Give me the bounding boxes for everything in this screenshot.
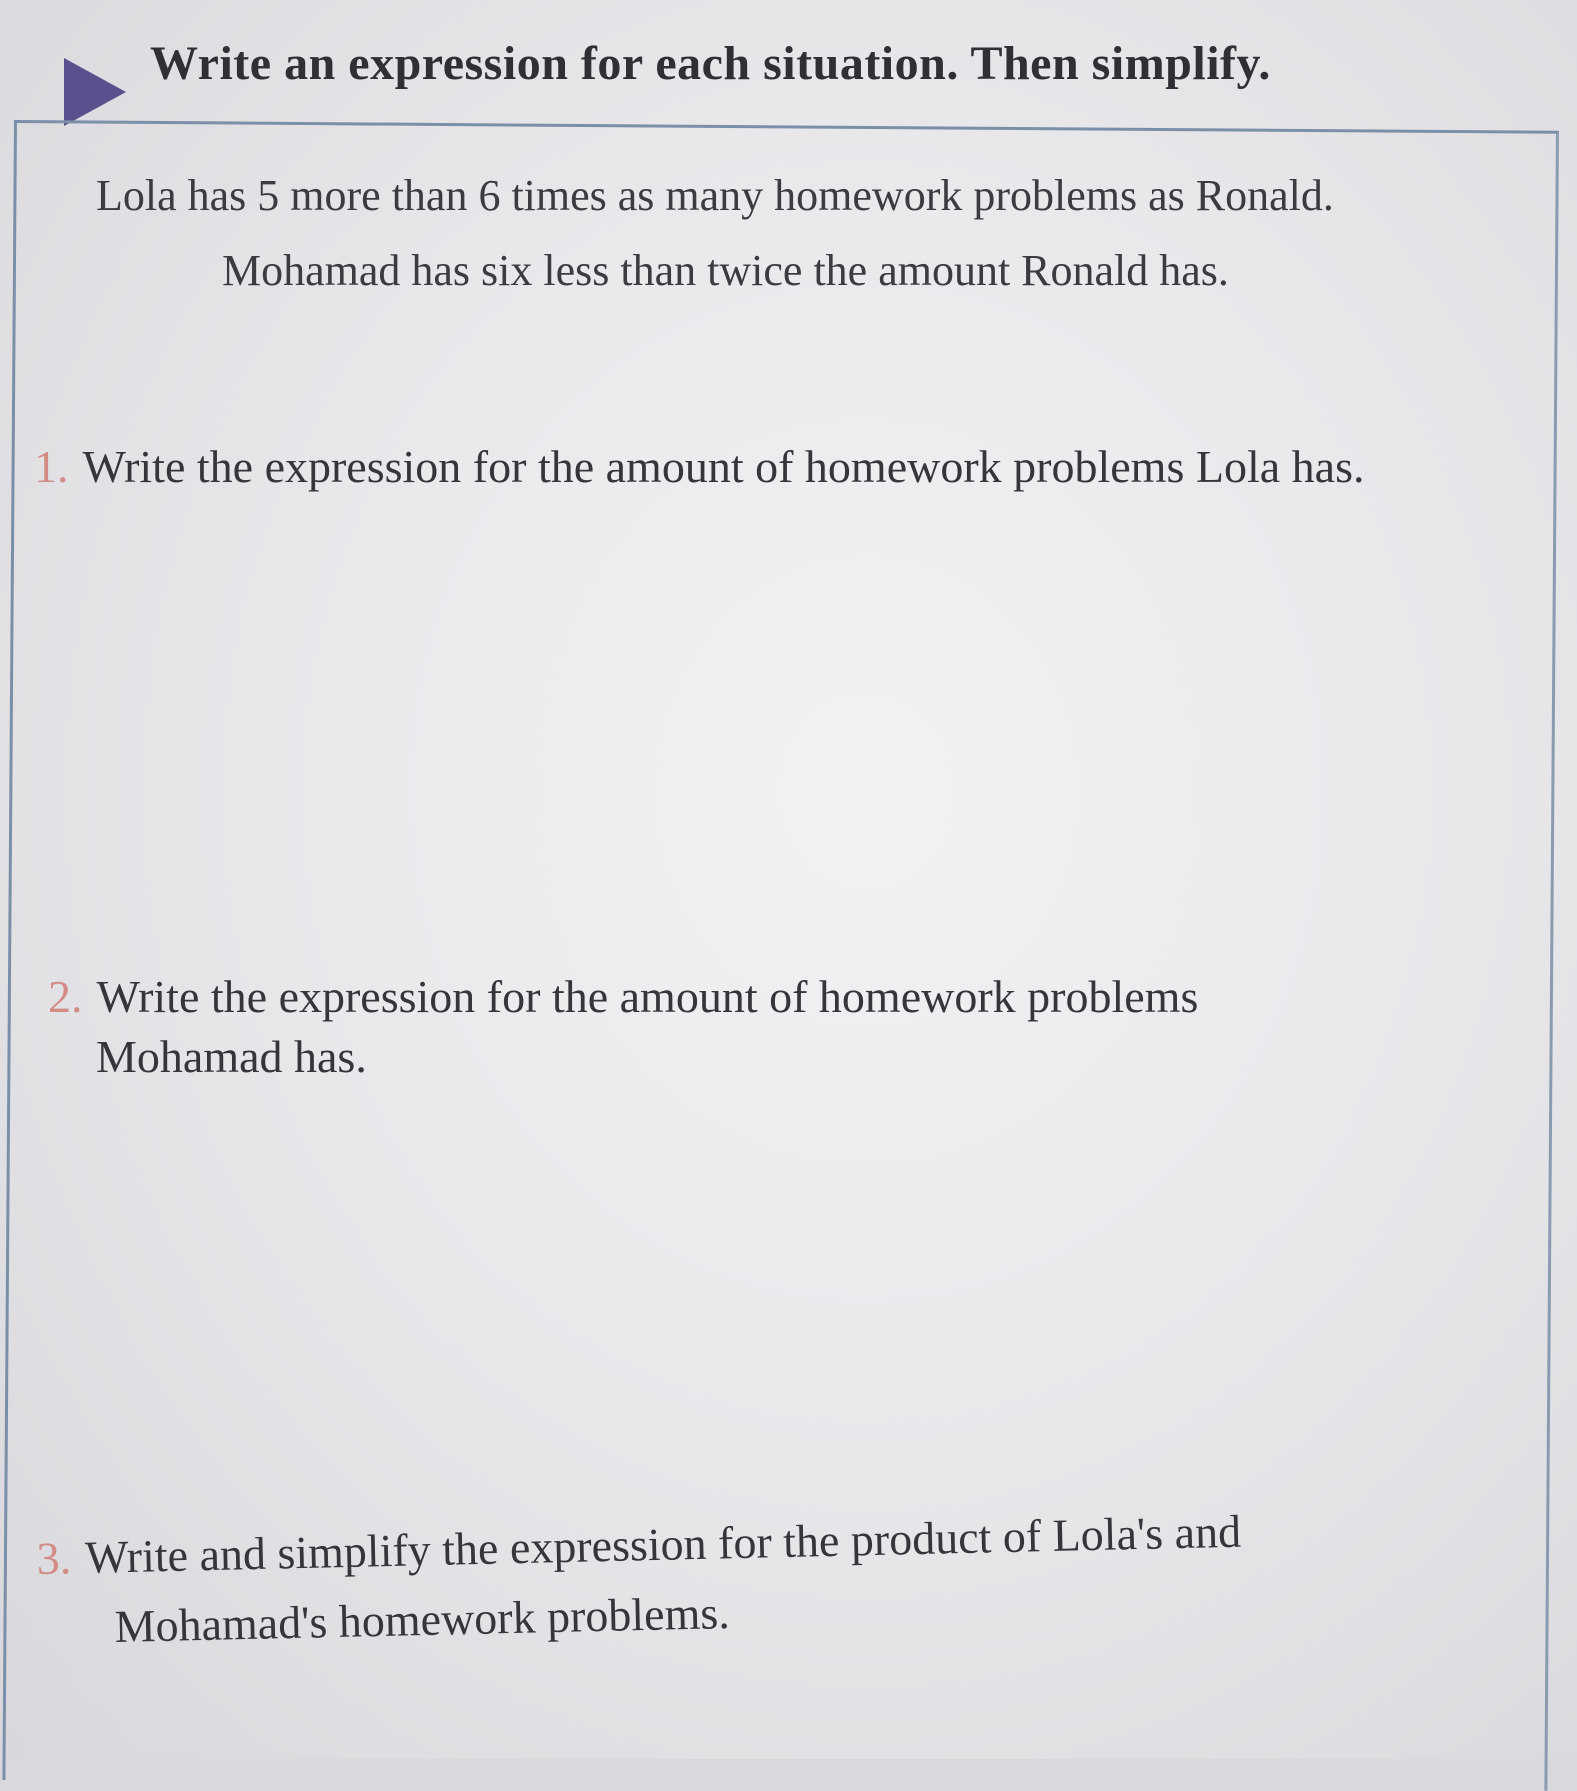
arrow-marker-icon (64, 58, 126, 126)
question-3-number: 3. (36, 1532, 72, 1584)
question-1-text: Write the expression for the amount of homework problems Lola has. (82, 441, 1365, 492)
instruction-heading: Write an expression for each situation. Then simplify. (150, 37, 1271, 90)
question-3-text-line-2: Mohamad's homework problems. (114, 1587, 731, 1652)
question-1 (34, 438, 1364, 496)
scenario-line-1: Lola has 5 more than 6 times as many homework problems as Ronald. (96, 171, 1334, 220)
question-1-number: 1. (34, 441, 69, 492)
question-2-text-line-1: Write the expression for the amount of homework problems (96, 971, 1199, 1022)
question-3-text-line-1: Write and simplify the expression for the product of Lola's and (84, 1505, 1242, 1583)
question-2-text-line-2: Mohamad has. (96, 1031, 367, 1082)
scenario-line-2: Mohamad has six less than twice the amount Ronald has. (222, 246, 1229, 295)
question-2-number: 2. (48, 971, 83, 1022)
question-2 (48, 968, 1198, 1026)
